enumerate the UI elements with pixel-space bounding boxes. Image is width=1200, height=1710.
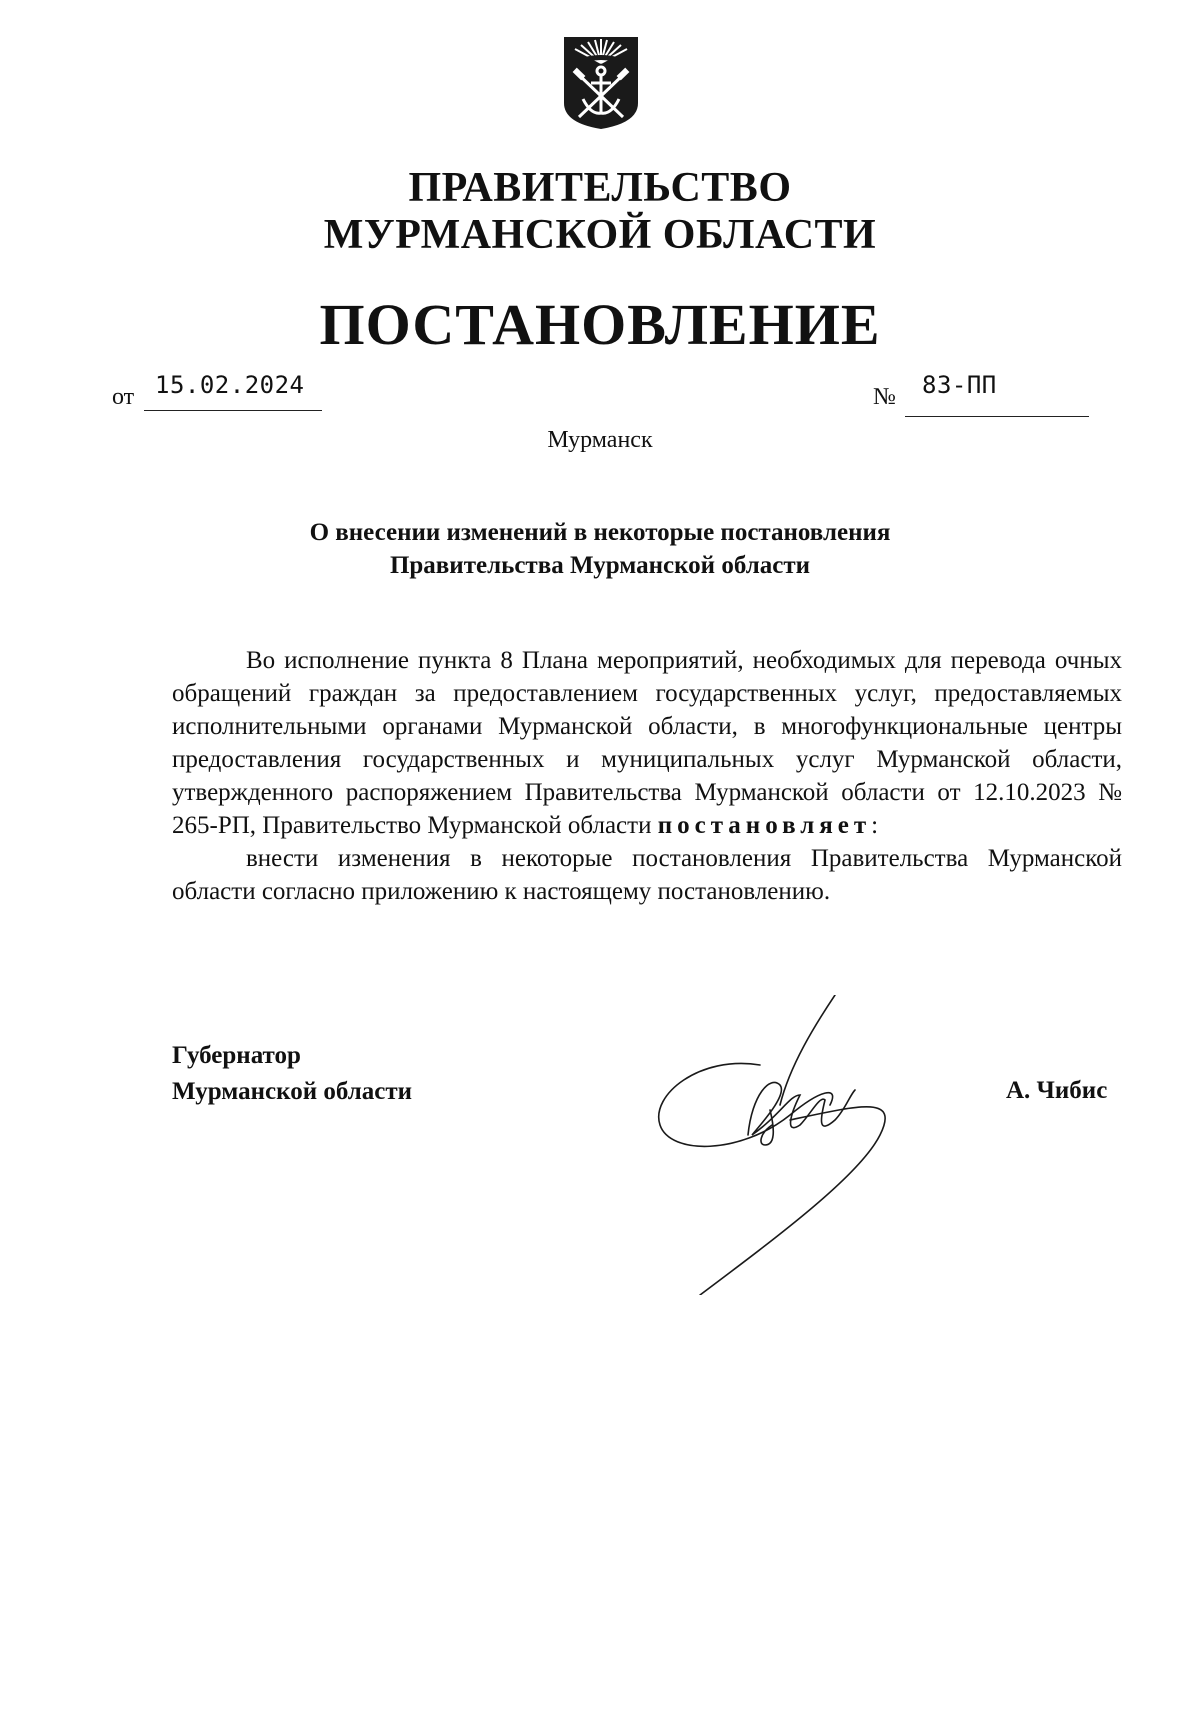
number-underline (905, 416, 1089, 417)
subject-line2: Правительства Мурманской области (389, 552, 811, 579)
signer-position (172, 1038, 412, 1110)
organization-title-line2: МУРМАНСКОЙ ОБЛАСТИ (323, 212, 877, 258)
document-subject (170, 516, 1030, 582)
handwritten-signature (640, 995, 970, 1295)
subject-line1: О внесении изменений в некоторые постановления (309, 519, 891, 546)
body-paragraph-1 (172, 644, 1122, 842)
signer-name: А. Чибис (1006, 1077, 1108, 1104)
coat-of-arms-icon (561, 33, 641, 131)
date-label: от (112, 384, 135, 410)
city-name: Мурманск (547, 427, 653, 453)
body-paragraph-2: внести изменения в некоторые постановления Правительства Мурманской области согласно приложению к настоящему постановлению. (172, 845, 1122, 905)
body-paragraph-1-text: Во исполнение пункта 8 Плана мероприятий, необходимых для перевода очных обращений граждан за предоставлением государственных услуг, предоставляемых исполнительными органами Мурманской области, в многофункциональные центры предоставления государственных и муниципальных услуг Мурманской области, утвержденного распоряжением Правительства Мурманской области от 12.10.2023 № 265-РП, Правительство Мурманской области (172, 647, 1122, 839)
document-date: 15.02.2024 (155, 371, 305, 399)
document-number: 83-ПП (922, 371, 997, 399)
body-paragraph-1-end: : (871, 812, 879, 839)
date-underline (144, 410, 322, 411)
number-label: № (873, 384, 896, 410)
signer-position-line2: Мурманской области (172, 1078, 413, 1105)
document-type-title: ПОСТАНОВЛЕНИЕ (319, 292, 881, 357)
document-body (172, 644, 1122, 908)
signer-position-line1: Губернатор (172, 1042, 301, 1069)
organization-title-line1: ПРАВИТЕЛЬСТВО (408, 165, 792, 211)
resolution-verb: постановляет (657, 812, 872, 839)
